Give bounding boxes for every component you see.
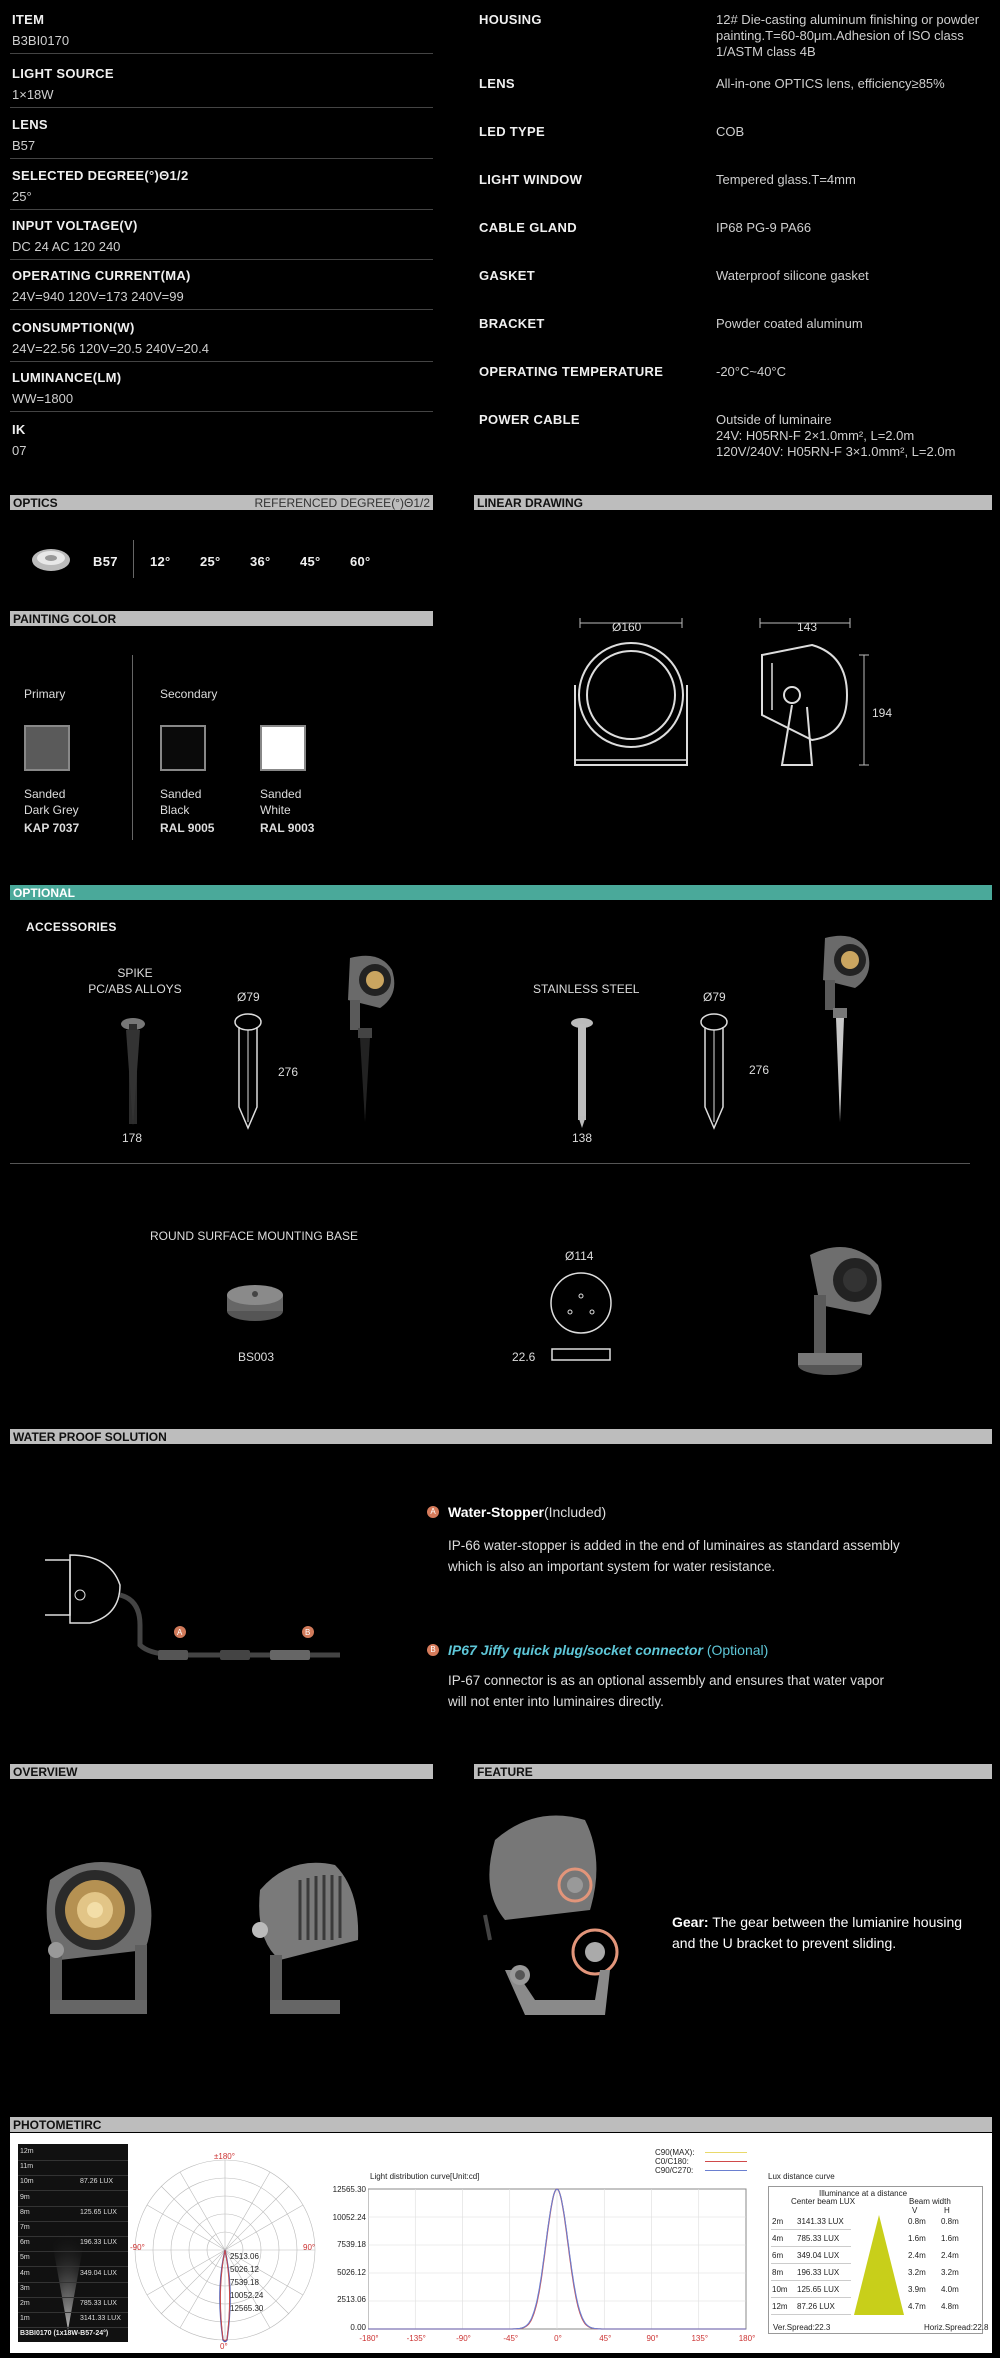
lux-row-divider [18,2327,128,2328]
spec-divider [10,361,433,362]
x-tick: 90° [646,2334,659,2343]
spec-value: IP68 PG-9 PA66 [716,220,812,235]
lux-row-value: 349.04 LUX [80,2269,117,2277]
lux-table-cell: 4.0m [941,2285,959,2294]
waterproof-title: WATER PROOF SOLUTION [13,1430,167,1444]
color-name-line: Sanded [24,787,66,801]
feature-bar [474,1764,992,1779]
lux-row-divider [18,2312,128,2313]
overview-front-image [30,1850,160,2035]
spec-divider [10,411,433,412]
lux-table-divider [771,2246,851,2247]
optics-bar [10,495,433,510]
water-stopper-heading [448,1504,606,1520]
lux-row-value: 196.33 LUX [80,2239,117,2247]
lux-row-distance: 4m [20,2269,30,2277]
spec-divider [10,309,433,310]
feature-title: FEATURE [477,1765,533,1779]
lux-table-cell: 87.26 LUX [797,2302,835,2311]
legend-label: C0/C180: [655,2157,689,2166]
spike-luminaire-image [330,950,402,1130]
lux-table-cell: 2.4m [908,2251,926,2260]
spec-value-line: 120V/240V: H05RN-F 3×1.0mm², L=2.0m [716,444,956,459]
color-name-line: White [260,803,291,817]
lux-table-cell: 196.33 LUX [797,2268,840,2277]
spec-label: OPERATING TEMPERATURE [479,364,664,379]
color-name-line: Dark Grey [24,803,79,817]
lux-row-value: 125.65 LUX [80,2208,117,2216]
spec-label: OPERATING CURRENT(MA) [12,268,191,283]
lux-table-divider [771,2280,851,2281]
lux-table [768,2186,989,2334]
spike-title-line1: SPIKE [117,966,153,980]
front-view-drawing [560,615,700,790]
lux-table-cell: 10m [772,2285,788,2294]
base-luminaire-image [790,1235,890,1385]
spec-label: HOUSING [479,12,542,27]
waterproof-bar [10,1429,992,1444]
legend-swatch [705,2161,747,2162]
lux-table-cell: 6m [772,2251,784,2260]
painting-title: PAINTING COLOR [13,612,117,626]
spec-label: SELECTED DEGREE(°)Θ1/2 [12,168,189,183]
accessories-title: ACCESSORIES [26,920,117,934]
lux-row-divider [18,2221,128,2222]
connector-heading [448,1642,768,1658]
lux-row-distance: 9m [20,2193,30,2201]
water-stopper-line1: IP-66 water-stopper is added in the end of luminaires as standard assembly [448,1538,900,1553]
lux-table-cell: 2m [772,2217,784,2226]
optional-bar [10,885,992,900]
lux-table-cell: 1.6m [908,2234,926,2243]
x-tick: 135° [691,2334,709,2343]
spec-value: COB [716,124,745,139]
lux-row-value: 785.33 LUX [80,2300,117,2307]
optics-ref-degree: REFERENCED DEGREE(°)Θ1/2 [254,496,430,510]
y-tick: 7539.18 [337,2240,366,2249]
x-tick: -135° [406,2334,426,2343]
svg-text:A: A [177,1628,183,1637]
overview-title: OVERVIEW [13,1765,78,1779]
polar-value: 5026.12 [230,2265,259,2274]
connector-suffix: (Optional) [702,1642,769,1658]
spec-value: 07 [12,443,27,458]
lux-row-distance: 10m [20,2178,34,2186]
lux-table-title: Illuminance at a distance [819,2189,908,2198]
optics-title: OPTICS [13,496,58,510]
steel-dim-d: Ø79 [703,990,726,1004]
spec-label: INPUT VOLTAGE(V) [12,218,138,233]
photometric-title: PHOTOMETIRC [13,2118,102,2132]
lux-table-cell: 4.8m [941,2302,959,2311]
lux-table-cell: 4.7m [908,2302,926,2311]
spec-label: POWER CABLE [479,412,580,427]
base-code: BS003 [238,1350,275,1364]
connector-text [448,1670,884,1712]
legend-label: C90/C270: [655,2166,694,2175]
lux-row-divider [18,2297,128,2298]
optics-degree: 12° [150,554,171,569]
spec-label: BRACKET [479,316,545,331]
optics-degree: 36° [250,554,271,569]
lux-row-distance: 1m [20,2315,30,2323]
water-stopper-title: Water-Stopper [448,1504,544,1520]
spec-label: CONSUMPTION(W) [12,320,135,335]
polar-chart [130,2150,320,2355]
spec-value: Tempered glass.T=4mm [716,172,856,187]
polar-bottom: 0° [220,2342,228,2351]
spike-code: 178 [122,1131,143,1145]
color-swatch [24,725,70,771]
steel-title: STAINLESS STEEL [533,982,640,996]
lux-table-cell: 0.8m [941,2217,959,2226]
connector-title: IP67 Jiffy quick plug/socket connector [448,1642,703,1658]
y-tick: 5026.12 [337,2267,366,2277]
overview-back-image [240,1850,370,2035]
marker-b: B [427,1644,439,1656]
gear-line2: and the U bracket to prevent sliding. [672,1935,897,1951]
legend-swatch [705,2170,747,2171]
lux-row-divider [18,2206,128,2207]
lux-caption: B3BI0170 (1x18W-B57-24°) [20,2330,109,2337]
lux-row-divider [18,2236,128,2237]
spec-label: ITEM [12,12,45,27]
spec-value: 24V=22.56 120V=20.5 240V=20.4 [12,341,209,356]
ver-spread: Ver.Spread:22.3 [773,2323,831,2332]
spec-value: 1×18W [12,87,54,102]
lux-table-cell: 785.33 LUX [797,2234,840,2243]
dim-diameter: Ø160 [612,620,642,634]
water-stopper-text [448,1535,900,1577]
curve-title: Light distribution curve[Unit:cd] [370,2172,480,2181]
color-swatch [260,725,306,771]
optional-title: OPTIONAL [13,886,75,900]
lux-table-cell: 0.8m [908,2217,926,2226]
linear-drawing-bar [474,495,992,510]
polar-value: 7539.18 [230,2278,259,2287]
painting-bar [10,611,433,626]
spec-divider [10,53,433,54]
lux-row-distance: 8m [20,2208,30,2216]
gear-line1: The gear between the lumianire housing [708,1914,963,1930]
lux-row-divider [18,2266,128,2267]
lux-table-cell: 3.2m [941,2268,959,2277]
waterproof-drawing [40,1545,340,1670]
overview-bar [10,1764,433,1779]
lux-table-cell: 349.04 LUX [797,2251,840,2260]
spec-label: LENS [479,76,515,91]
legend-label: C90(MAX): [655,2148,695,2157]
lux-row-distance: 6m [20,2239,30,2247]
lens-icon [30,545,72,580]
polar-value: 2513.06 [230,2252,259,2261]
base-dim-h: 22.6 [512,1350,536,1364]
x-tick: 180° [738,2334,756,2343]
spec-label: LIGHT WINDOW [479,172,583,187]
lux-table-divider [771,2314,851,2315]
lux-row-distance: 7m [20,2224,30,2231]
x-tick: 45° [599,2334,612,2343]
spec-label: LED TYPE [479,124,545,139]
dim-depth: 143 [797,620,818,634]
spike-dim-d: Ø79 [237,990,260,1004]
spike-title [70,965,200,997]
lux-row-distance: 2m [20,2300,30,2307]
water-stopper-line2: which is also an important system for water resistance. [448,1559,776,1574]
x-tick: 0° [554,2334,562,2343]
linear-drawing-title: LINEAR DRAWING [477,496,583,510]
lux-row-divider [18,2190,128,2191]
lux-row-divider [18,2175,128,2176]
spec-label: LENS [12,117,48,132]
lux-table-divider [771,2263,851,2264]
spec-value: B3BI0170 [12,33,70,48]
lux-table-divider [771,2297,851,2298]
spec-divider [10,259,433,260]
connector-line2: will not enter into luminaires directly. [448,1694,664,1709]
steel-drawing [699,1012,729,1135]
color-name-line: Black [160,803,190,817]
x-tick: -180° [359,2334,379,2343]
lux-curve-title: Lux distance curve [768,2172,835,2181]
spec-label: LIGHT SOURCE [12,66,114,81]
polar-value: 10052.24 [230,2291,264,2300]
spec-value-line: 24V: H05RN-F 2×1.0mm², L=2.0m [716,428,915,443]
spec-value: 12# Die-casting aluminum finishing or powder painting.T=60-80μm.Adhesion of ISO class 1/ASTM class 4B [716,12,980,59]
spike-dim-h: 276 [278,1065,299,1079]
lux-table-col2: Beam width [909,2197,951,2206]
lux-row-divider [18,2251,128,2252]
lux-table-cell: 3.9m [908,2285,926,2294]
hor-spread: Horiz.Spread:22.8 [924,2323,989,2332]
spec-value: WW=1800 [12,391,74,406]
spec-divider [10,209,433,210]
base-dim-d: Ø114 [565,1249,594,1263]
polar-top: ±180° [214,2152,235,2161]
beam-triangle [854,2215,904,2315]
steel-luminaire-image [805,930,877,1130]
spec-value: 24V=940 120V=173 240V=99 [12,289,184,304]
lux-table-cell: 12m [772,2302,788,2311]
optics-divider [133,540,134,578]
color-code: RAL 9005 [160,821,215,835]
lux-table-cell: 8m [772,2268,784,2277]
painting-divider [132,655,133,840]
feature-gear-image [475,1800,640,2035]
lux-row-distance: 3m [20,2284,30,2292]
spec-value: Powder coated aluminum [716,316,863,331]
spec-label: LUMINANCE(LM) [12,370,122,385]
spec-label: IK [12,422,26,437]
x-tick: -90° [456,2334,471,2343]
spec-value: DC 24 AC 120 240 [12,239,121,254]
primary-label: Primary [24,687,66,701]
spec-value: Waterproof silicone gasket [716,268,869,283]
spike-drawing [233,1012,263,1135]
lux-table-cell: 2.4m [941,2251,959,2260]
lux-table-cell: 125.65 LUX [797,2285,840,2294]
spec-value: B57 [12,138,36,153]
spec-value: All-in-one OPTICS lens, efficiency≥85% [716,76,945,91]
lux-row-distance: 5m [20,2254,30,2262]
legend-swatch [705,2152,747,2153]
distribution-chart [368,2185,748,2350]
color-name-line: Sanded [160,787,202,801]
marker-a: A [427,1506,439,1518]
spec-divider [10,158,433,159]
lux-row-distance: 11m [20,2163,34,2171]
lux-row-divider [18,2160,128,2161]
y-tick: 10052.24 [332,2212,366,2222]
spike-title-line2: PC/ABS ALLOYS [88,982,182,996]
spec-value: -20°C~40°C [716,364,787,379]
optics-degree: 60° [350,554,371,569]
optics-degree: 45° [300,554,321,569]
photometric-bar [10,2117,992,2132]
spec-value: 25° [12,189,32,204]
base-drawing [548,1270,618,1375]
lux-row-value: 87.26 LUX [80,2178,114,2186]
x-tick: -45° [503,2334,519,2343]
spec-value-line: Outside of luminaire [716,412,832,427]
spec-divider [10,107,433,108]
lux-table-cell: 3141.33 LUX [797,2217,844,2226]
lux-table-col1: Center beam LUX [791,2197,856,2206]
spec-label: CABLE GLAND [479,220,577,235]
color-swatch [160,725,206,771]
y-tick: 0.00 [350,2322,366,2332]
gear-description [672,1912,962,1954]
lux-table-cell: 3.2m [908,2268,926,2277]
lux-table-cell: 1.6m [941,2234,959,2243]
spike-steel-image [567,1016,597,1133]
color-code: RAL 9003 [260,821,315,835]
lux-table-v: V [912,2206,918,2215]
lux-row-distance: 12m [20,2148,34,2155]
optional-divider [10,1163,970,1164]
spike-pc-image [118,1016,148,1133]
optics-degree: 25° [200,554,221,569]
lux-table-cell: 4m [772,2234,784,2243]
optics-lens: B57 [93,554,118,569]
base-title: ROUND SURFACE MOUNTING BASE [150,1229,359,1243]
polar-right: 90° [303,2243,316,2252]
color-name-line: Sanded [260,787,302,801]
lux-table-h: H [944,2206,950,2215]
color-code: KAP 7037 [24,821,80,835]
gear-label: Gear: [672,1914,709,1930]
steel-dim-h: 276 [749,1063,770,1077]
connector-line1: IP-67 connector is as an optional assembly and ensures that water vapor [448,1673,884,1688]
secondary-label: Secondary [160,687,218,701]
dim-height: 194 [872,706,893,720]
base-image [225,1283,285,1328]
lux-table-divider [771,2229,851,2230]
lux-row-divider [18,2282,128,2283]
spec-label: GASKET [479,268,535,283]
lux-image [18,2144,128,2342]
polar-left: -90° [130,2243,145,2252]
water-stopper-suffix: (Included) [543,1504,607,1520]
lux-row-value: 3141.33 LUX [80,2315,121,2323]
y-tick: 2513.06 [337,2295,366,2304]
side-view-drawing [752,615,872,790]
y-tick: 12565.30 [332,2185,366,2194]
svg-text:B: B [305,1628,311,1637]
polar-value: 12565.30 [230,2304,264,2313]
steel-code: 138 [572,1131,593,1145]
